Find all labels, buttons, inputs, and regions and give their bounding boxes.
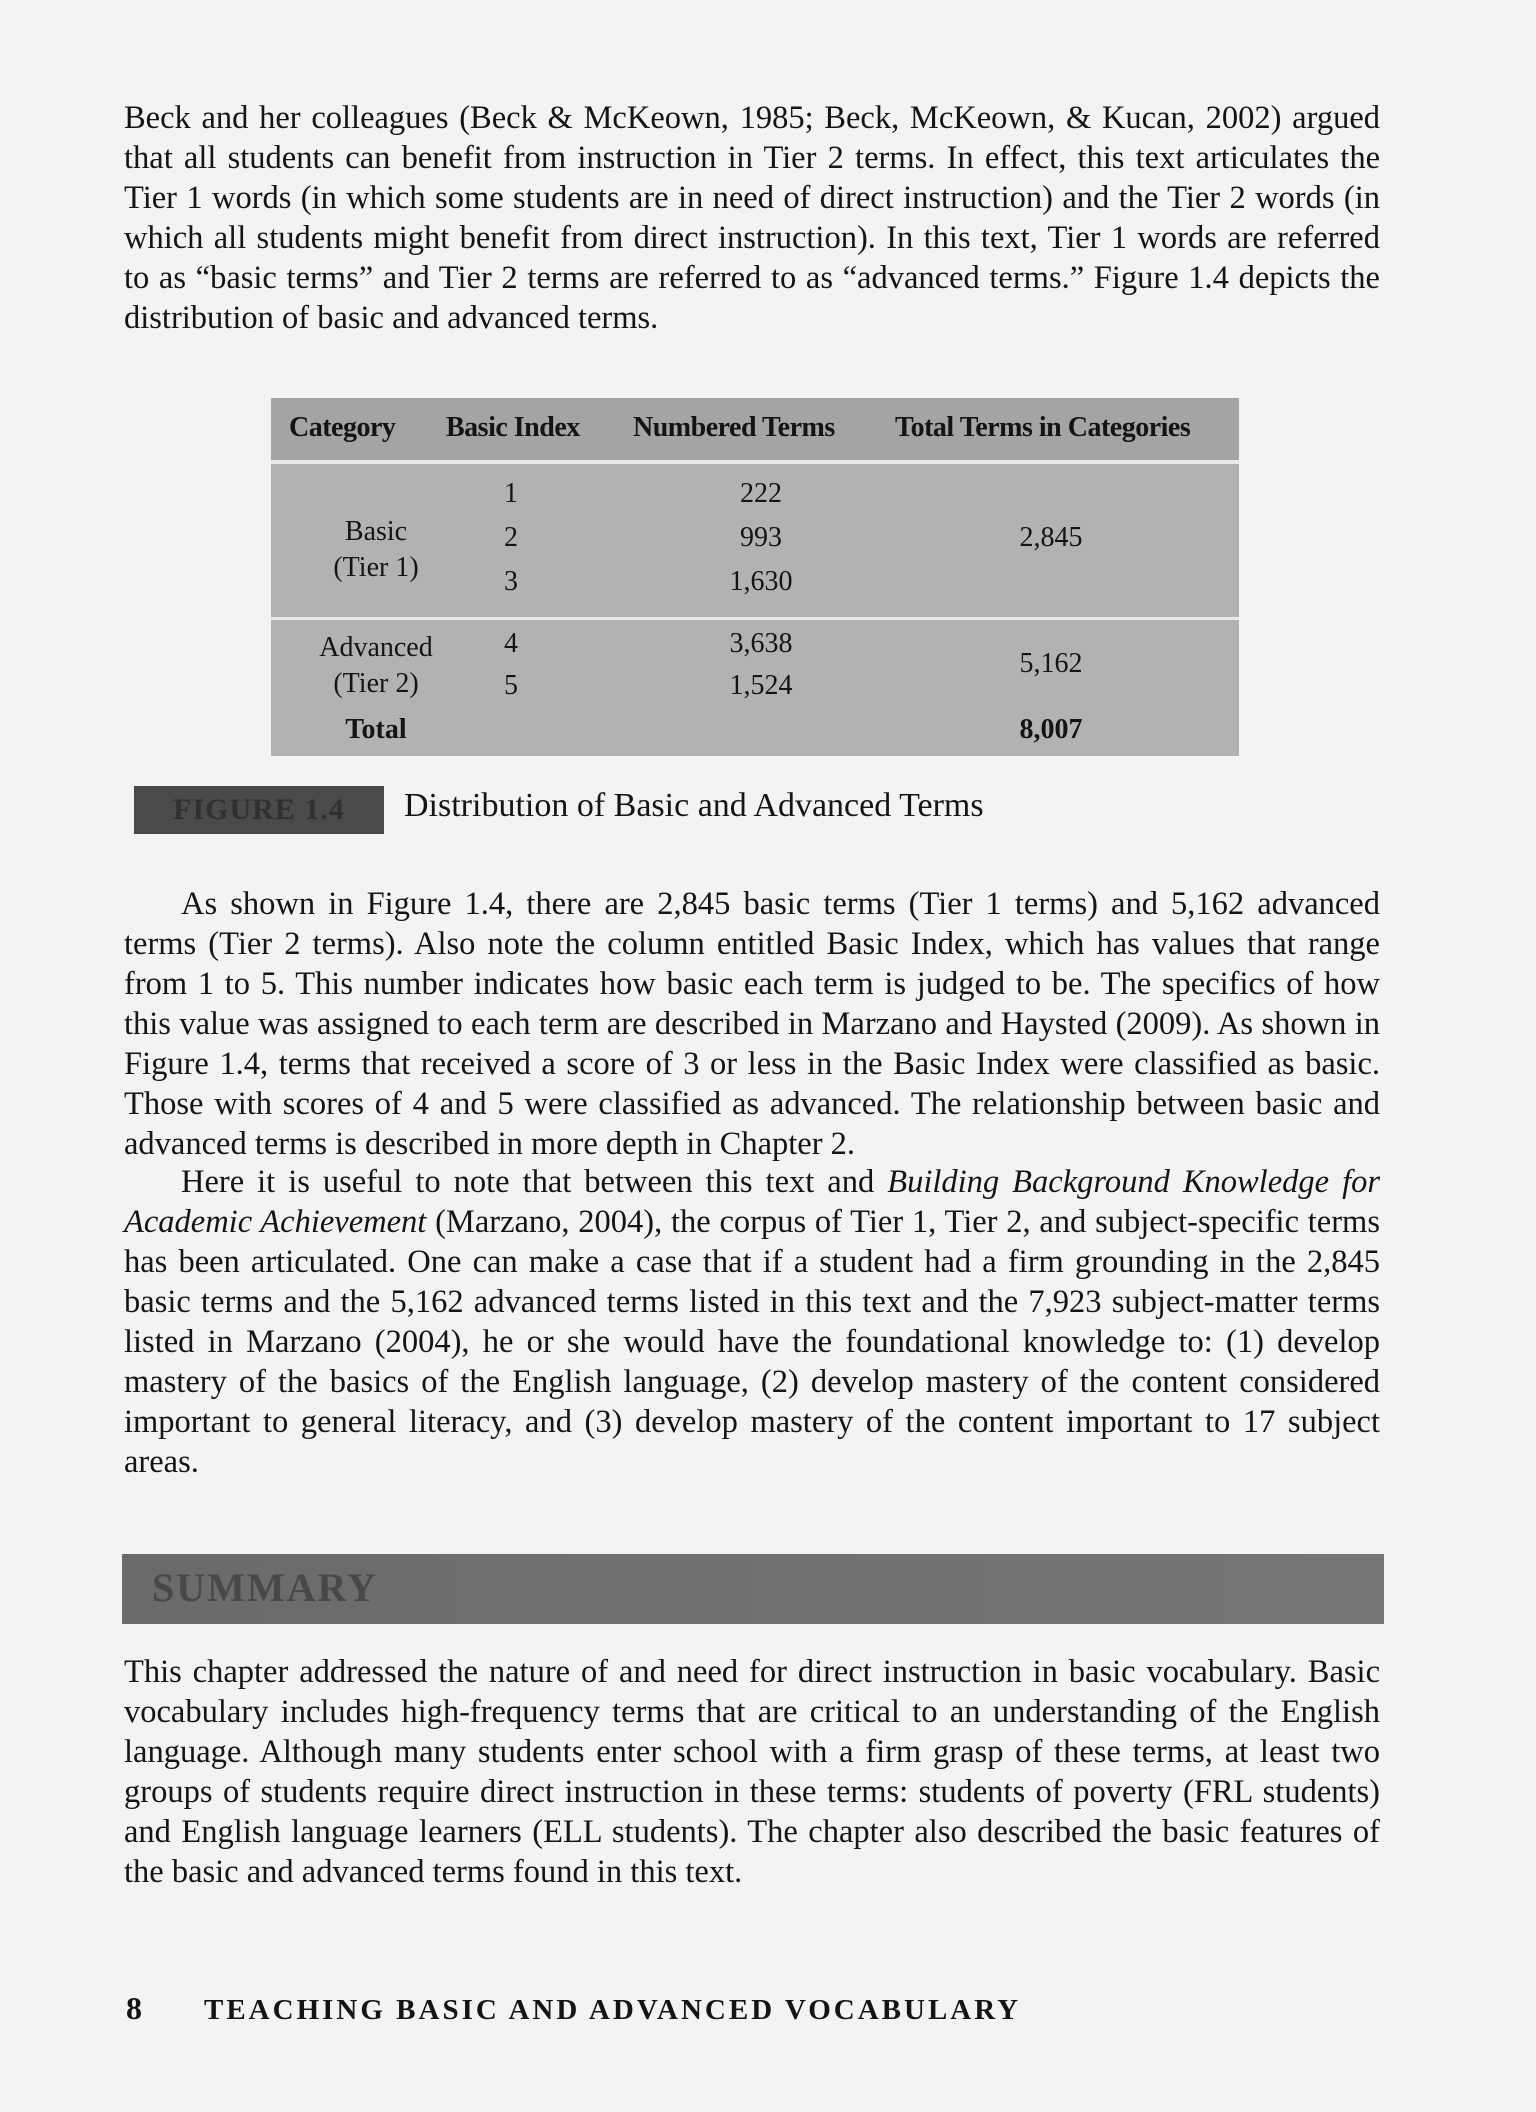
header-basic-index: Basic Index [446,412,580,443]
basic-total: 2,845 [1019,522,1083,553]
header-total-terms: Total Terms in Categories [895,412,1191,443]
basic-category-tier: (Tier 1) [333,552,419,583]
advanced-total: 5,162 [1019,648,1083,679]
basic-count-1: 222 [740,478,782,509]
figure-table [271,398,1239,756]
paragraph-figure-discussion: As shown in Figure 1.4, there are 2,845 basic terms (Tier 1 terms) and 5,162 advanced terms (Tier 2 terms). Also note the column entitled Basic Index, which has values that range from 1 to 5. This number indicates how basic each term is judged to be. The specifics of how this value was assigned to each term are described in Marzano and Haysted (2009). As shown in Figure 1.4, terms that received a score of 3 or less in the Basic Index were classified as basic. Those with scores of 4 and 5 were classified as advanced. The relationship between basic and advanced terms is described in more depth in Chapter 2. [124,886,1380,1162]
grand-total-value: 8,007 [1019,714,1083,745]
basic-index-2: 2 [504,522,518,553]
advanced-category-tier: (Tier 2) [333,668,419,699]
running-head: TEACHING BASIC AND ADVANCED VOCABULARY [204,1994,1022,2026]
basic-count-3: 1,630 [729,566,793,597]
summary-heading-bar [122,1554,1384,1624]
paragraph-corpus-text-a: Here it is useful to note that between this text and [181,1164,888,1200]
paragraph-summary: This chapter addressed the nature of and need for direct instruction in basic vocabulary. Basic vocabulary includes high-frequency terms that are critical to an understanding of the English language. Although many students enter school with a firm grasp of these terms, at least two groups of students require direct instruction in these terms: students of poverty (FRL students) and English language learners (ELL students). The chapter also described the basic features of the basic and advanced terms found in this text. [124,1654,1380,1890]
grand-total-label: Total [345,714,407,745]
advanced-category-name: Advanced [319,632,433,663]
paragraph-corpus-text-b: (Marzano, 2004), the corpus of Tier 1, Tier 2, and subject-specific terms has been articulated. One can make a case that if a student had a firm grounding in the 2,845 basic terms and the 5,162 advanced terms listed in this text and the 7,923 subject-matter terms listed in Marzano (2004), he or she would have the foundational knowledge to: (1) develop mastery of the basics of the English language, (2) develop mastery of the content considered important to general literacy, and (3) develop mastery of the content important to 17 subject areas. [124,1204,1380,1480]
paragraph-corpus [124,1162,1380,1482]
basic-index-1: 1 [504,478,518,509]
row-divider [271,617,1239,620]
page-number: 8 [126,1990,142,2026]
basic-count-2: 993 [740,522,782,553]
header-numbered-terms: Numbered Terms [633,412,835,443]
header-category: Category [289,412,396,443]
basic-index-3: 3 [504,566,518,597]
basic-category-name: Basic [344,516,408,547]
figure-label: FIGURE 1.4 [134,786,384,834]
advanced-count-4: 3,638 [729,628,793,659]
book-title: Building Background Knowledge for Academic Achievement [124,1164,1380,1240]
summary-heading: SUMMARY [152,1565,378,1610]
paragraph-intro: Beck and her colleagues (Beck & McKeown, 1985; Beck, McKeown, & Kucan, 2002) argued that all students can benefit from instruction in Tier 2 terms. In effect, this text articulates the Tier 1 words (in which some students are in need of direct instruction) and the Tier 2 words (in which all students might benefit from direct instruction). In this text, Tier 1 words are referred to as “basic terms” and Tier 2 terms are referred to as “advanced terms.” Figure 1.4 depicts the distribution of basic and advanced terms. [124,100,1380,336]
advanced-index-4: 4 [504,628,518,659]
advanced-count-5: 1,524 [729,670,793,701]
advanced-index-5: 5 [504,670,518,701]
table-header-row [271,398,1239,464]
figure-caption: Distribution of Basic and Advanced Terms [404,787,984,824]
